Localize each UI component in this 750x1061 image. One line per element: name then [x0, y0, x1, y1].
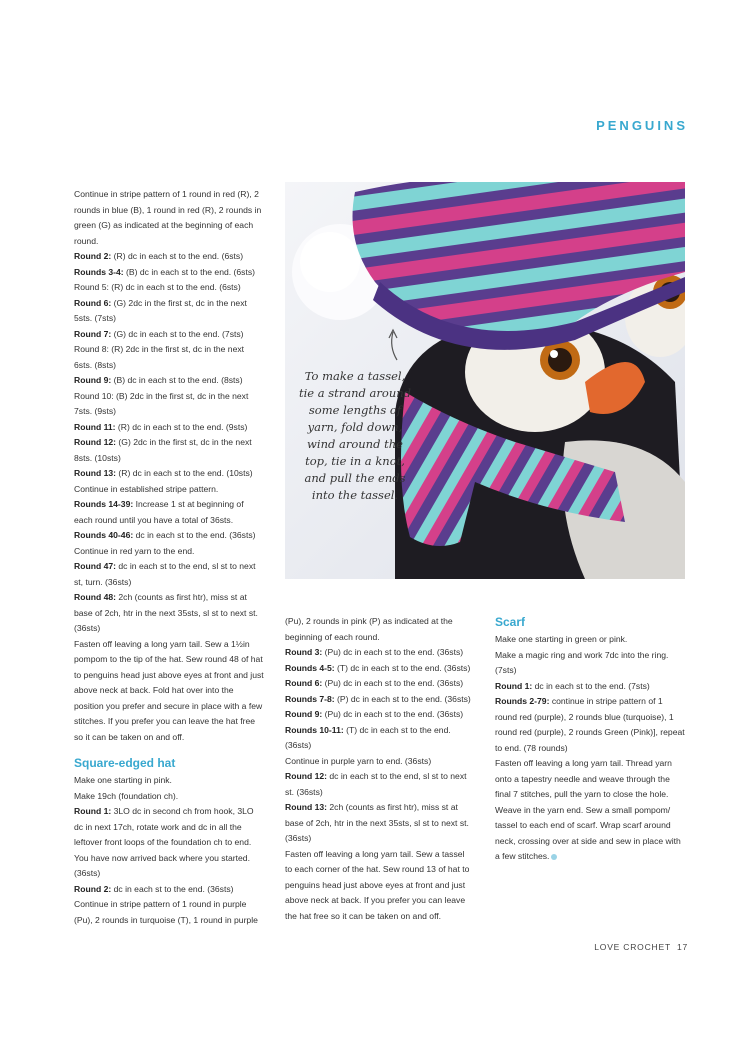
round-text: (R) dc in each st to the end. (6sts) [111, 251, 244, 261]
paragraph: Make 19ch (foundation ch). [74, 790, 179, 801]
instruction-row [74, 435, 264, 466]
round-label: Rounds 4-5: [285, 662, 335, 673]
paragraph [495, 756, 687, 865]
paragraph: Fasten off leaving a long yarn tail. Sew a tassel to each corner of the hat. Sew round 13 of hat to penguins head just above eyes at front and just above neck at back. If you prefer you can leave the hat free so it can be taken on and off. [285, 848, 470, 921]
round-text: dc in each st to the end, sl st to next st, turn. (36sts) [74, 561, 256, 587]
round-label: Round 2: [74, 251, 112, 261]
instruction-row [74, 327, 264, 343]
text-column-3 [495, 614, 687, 865]
paragraph: Continue in red yarn to the end. [74, 545, 195, 556]
round-label: Rounds 2-79: [495, 696, 550, 706]
paragraph: Continue in established stripe pattern. [74, 483, 219, 494]
magazine-name: LOVE CROCHET [594, 942, 671, 952]
paragraph: Make a magic ring and work 7dc into the ring. (7sts) [495, 649, 669, 675]
round-label: Round 12: [74, 437, 117, 447]
round-text: dc in each st to the end. (7sts) [532, 680, 650, 691]
paragraph: Make one starting in pink. [74, 775, 172, 785]
instruction-row: Round 10: (B) 2dc in the first st, dc in the next 7sts. (9sts) [74, 390, 249, 416]
round-label: Rounds 14-39: [74, 499, 134, 509]
page-number: 17 [676, 942, 688, 952]
round-text: 2ch (counts as first htr), miss st at base of 2ch, htr in the next 35sts, sl st to next st. (36sts) [74, 592, 258, 633]
section-title: PENGUINS [596, 118, 688, 133]
round-label: Round 1: [74, 806, 112, 816]
round-text: (T) dc in each st to the end. (36sts) [285, 724, 451, 750]
round-label: Round 47: [74, 561, 117, 571]
paragraph: Continue in purple yarn to end. (36sts) [285, 755, 432, 766]
instruction-row [285, 645, 472, 661]
round-text: 3LO dc in second ch from hook, 3LO dc in next 17ch, rotate work and dc in all the leftover front loops of the foundation ch to end. You have now arrived back where you started. (36sts) [74, 806, 254, 878]
instruction-row [285, 800, 472, 847]
instruction-row [74, 590, 264, 637]
round-label: Rounds 40-46: [74, 530, 134, 540]
round-label: Round 13: [285, 802, 328, 812]
round-text: (G) 2dc in the first st, dc in the next 8sts. (10sts) [74, 437, 252, 463]
round-text: continue in stripe pattern of 1 round red (purple), 2 rounds blue (turquoise), 1 round red (purple), 2 rounds Green (Pink)], repeat to end. (78 rounds) [495, 696, 685, 753]
paragraph: (Pu), 2 rounds in pink (P) as indicated at the beginning of each round. [285, 616, 453, 642]
instruction-row [285, 661, 472, 677]
round-label: Round 13: [74, 468, 117, 478]
round-text: (P) dc in each st to the end. (36sts) [334, 693, 471, 704]
round-label: Round 2: [74, 883, 112, 894]
paragraph: Continue in stripe pattern of 1 round in red (R), 2 rounds in blue (B), 1 round in red (R), 2 rounds in green (G) as indicated at the beginning of each round. [74, 189, 262, 246]
round-text: (Pu) dc in each st to the end. (36sts) [322, 709, 464, 719]
instruction-row: Round 5: (R) dc in each st to the end. (6sts) [74, 282, 241, 292]
text-column-1 [74, 187, 264, 928]
text-column-2 [285, 614, 472, 924]
instruction-row [74, 559, 264, 590]
instruction-row [285, 769, 472, 800]
round-text: (R) dc in each st to the end. (9sts) [115, 421, 248, 432]
paragraph: Continue in stripe pattern of 1 round in purple (Pu), 2 rounds in turquoise (T), 1 round in purple [74, 899, 258, 925]
round-text: (T) dc in each st to the end. (36sts) [334, 662, 471, 673]
instruction-row [285, 692, 472, 708]
instruction-row [74, 497, 264, 528]
round-label: Round 6: [74, 297, 112, 308]
round-label: Round 11: [74, 421, 116, 432]
round-text: dc in each st to the end, sl st to next st. (36sts) [285, 771, 467, 797]
round-label: Round 3: [285, 647, 323, 657]
round-text: (Pu) dc in each st to the end. (36sts) [322, 678, 464, 688]
instruction-row [74, 296, 264, 327]
instruction-row [74, 373, 264, 389]
instruction-row [74, 882, 264, 898]
instruction-row [74, 804, 264, 882]
round-text: dc in each st to the end. (36sts) [111, 883, 234, 894]
round-text: (G) 2dc in the first st, dc in the next 5sts. (7sts) [74, 297, 247, 323]
section-heading: Square-edged hat [74, 756, 176, 770]
round-text: (Pu) dc in each st to the end. (36sts) [322, 647, 464, 657]
round-label: Round 9: [285, 709, 323, 719]
round-label: Rounds 7-8: [285, 693, 335, 704]
round-label: Rounds 3-4: [74, 266, 124, 277]
round-label: Round 48: [74, 592, 117, 602]
end-mark-icon [551, 854, 557, 860]
round-text: (G) dc in each st to the end. (7sts) [111, 328, 244, 339]
round-text: Increase 1 st at beginning of each round until you have a total of 36sts. [74, 499, 244, 525]
round-text: (B) dc in each st to the end. (6sts) [123, 266, 256, 277]
instruction-row [285, 723, 472, 754]
round-label: Round 1: [495, 680, 533, 691]
section-heading: Scarf [495, 615, 526, 629]
photo-caption: To make a tassel, tie a strand around some lengths of yarn, fold down, wind around the top, tie in a knot, and pull the ends into the tassel. [298, 369, 412, 502]
instruction-row [74, 466, 264, 482]
paragraph: Fasten off leaving a long yarn tail. Sew a 1½in pompom to the tip of the hat. Sew round 48 of hat to penguins head just above eyes at front and just above neck at back. Fold hat over into the position you prefer and secure in place with a few stitches. If you prefer you can leave the hat free so it can be taken on and off. [74, 638, 264, 742]
instruction-row [285, 707, 472, 723]
instruction-row [285, 676, 472, 692]
instruction-row: Round 8: (R) 2dc in the first st, dc in the next 6sts. (8sts) [74, 344, 245, 370]
round-label: Round 6: [285, 678, 323, 688]
instruction-row [495, 679, 687, 695]
paragraph-text: Fasten off leaving a long yarn tail. Thread yarn onto a tapestry needle and weave through the final 7 stitches, pull the yarn to close the hole. Weave in the yarn end. Sew a small pompom/ tassel to each end of scarf. Wrap scarf around neck, crossing over at side and sew in place with a few stitches. [495, 758, 681, 861]
round-label: Round 7: [74, 328, 112, 339]
round-text: 2ch (counts as first htr), miss st at base of 2ch, htr in the next 35sts, sl st to next st. (36sts) [285, 802, 469, 843]
round-label: Round 12: [285, 771, 328, 781]
round-text: (R) dc in each st to the end. (10sts) [116, 468, 253, 478]
round-text: dc in each st to the end. (36sts) [133, 530, 256, 540]
paragraph: Make one starting in green or pink. [495, 634, 628, 644]
instruction-row [74, 249, 264, 265]
instruction-row [74, 265, 264, 281]
instruction-row [74, 420, 264, 436]
round-text: (B) dc in each st to the end. (8sts) [111, 375, 243, 385]
page-footer [594, 942, 688, 952]
round-label: Rounds 10-11: [285, 724, 344, 735]
round-label: Round 9: [74, 375, 112, 385]
instruction-row [74, 528, 264, 544]
instruction-row [495, 694, 687, 756]
